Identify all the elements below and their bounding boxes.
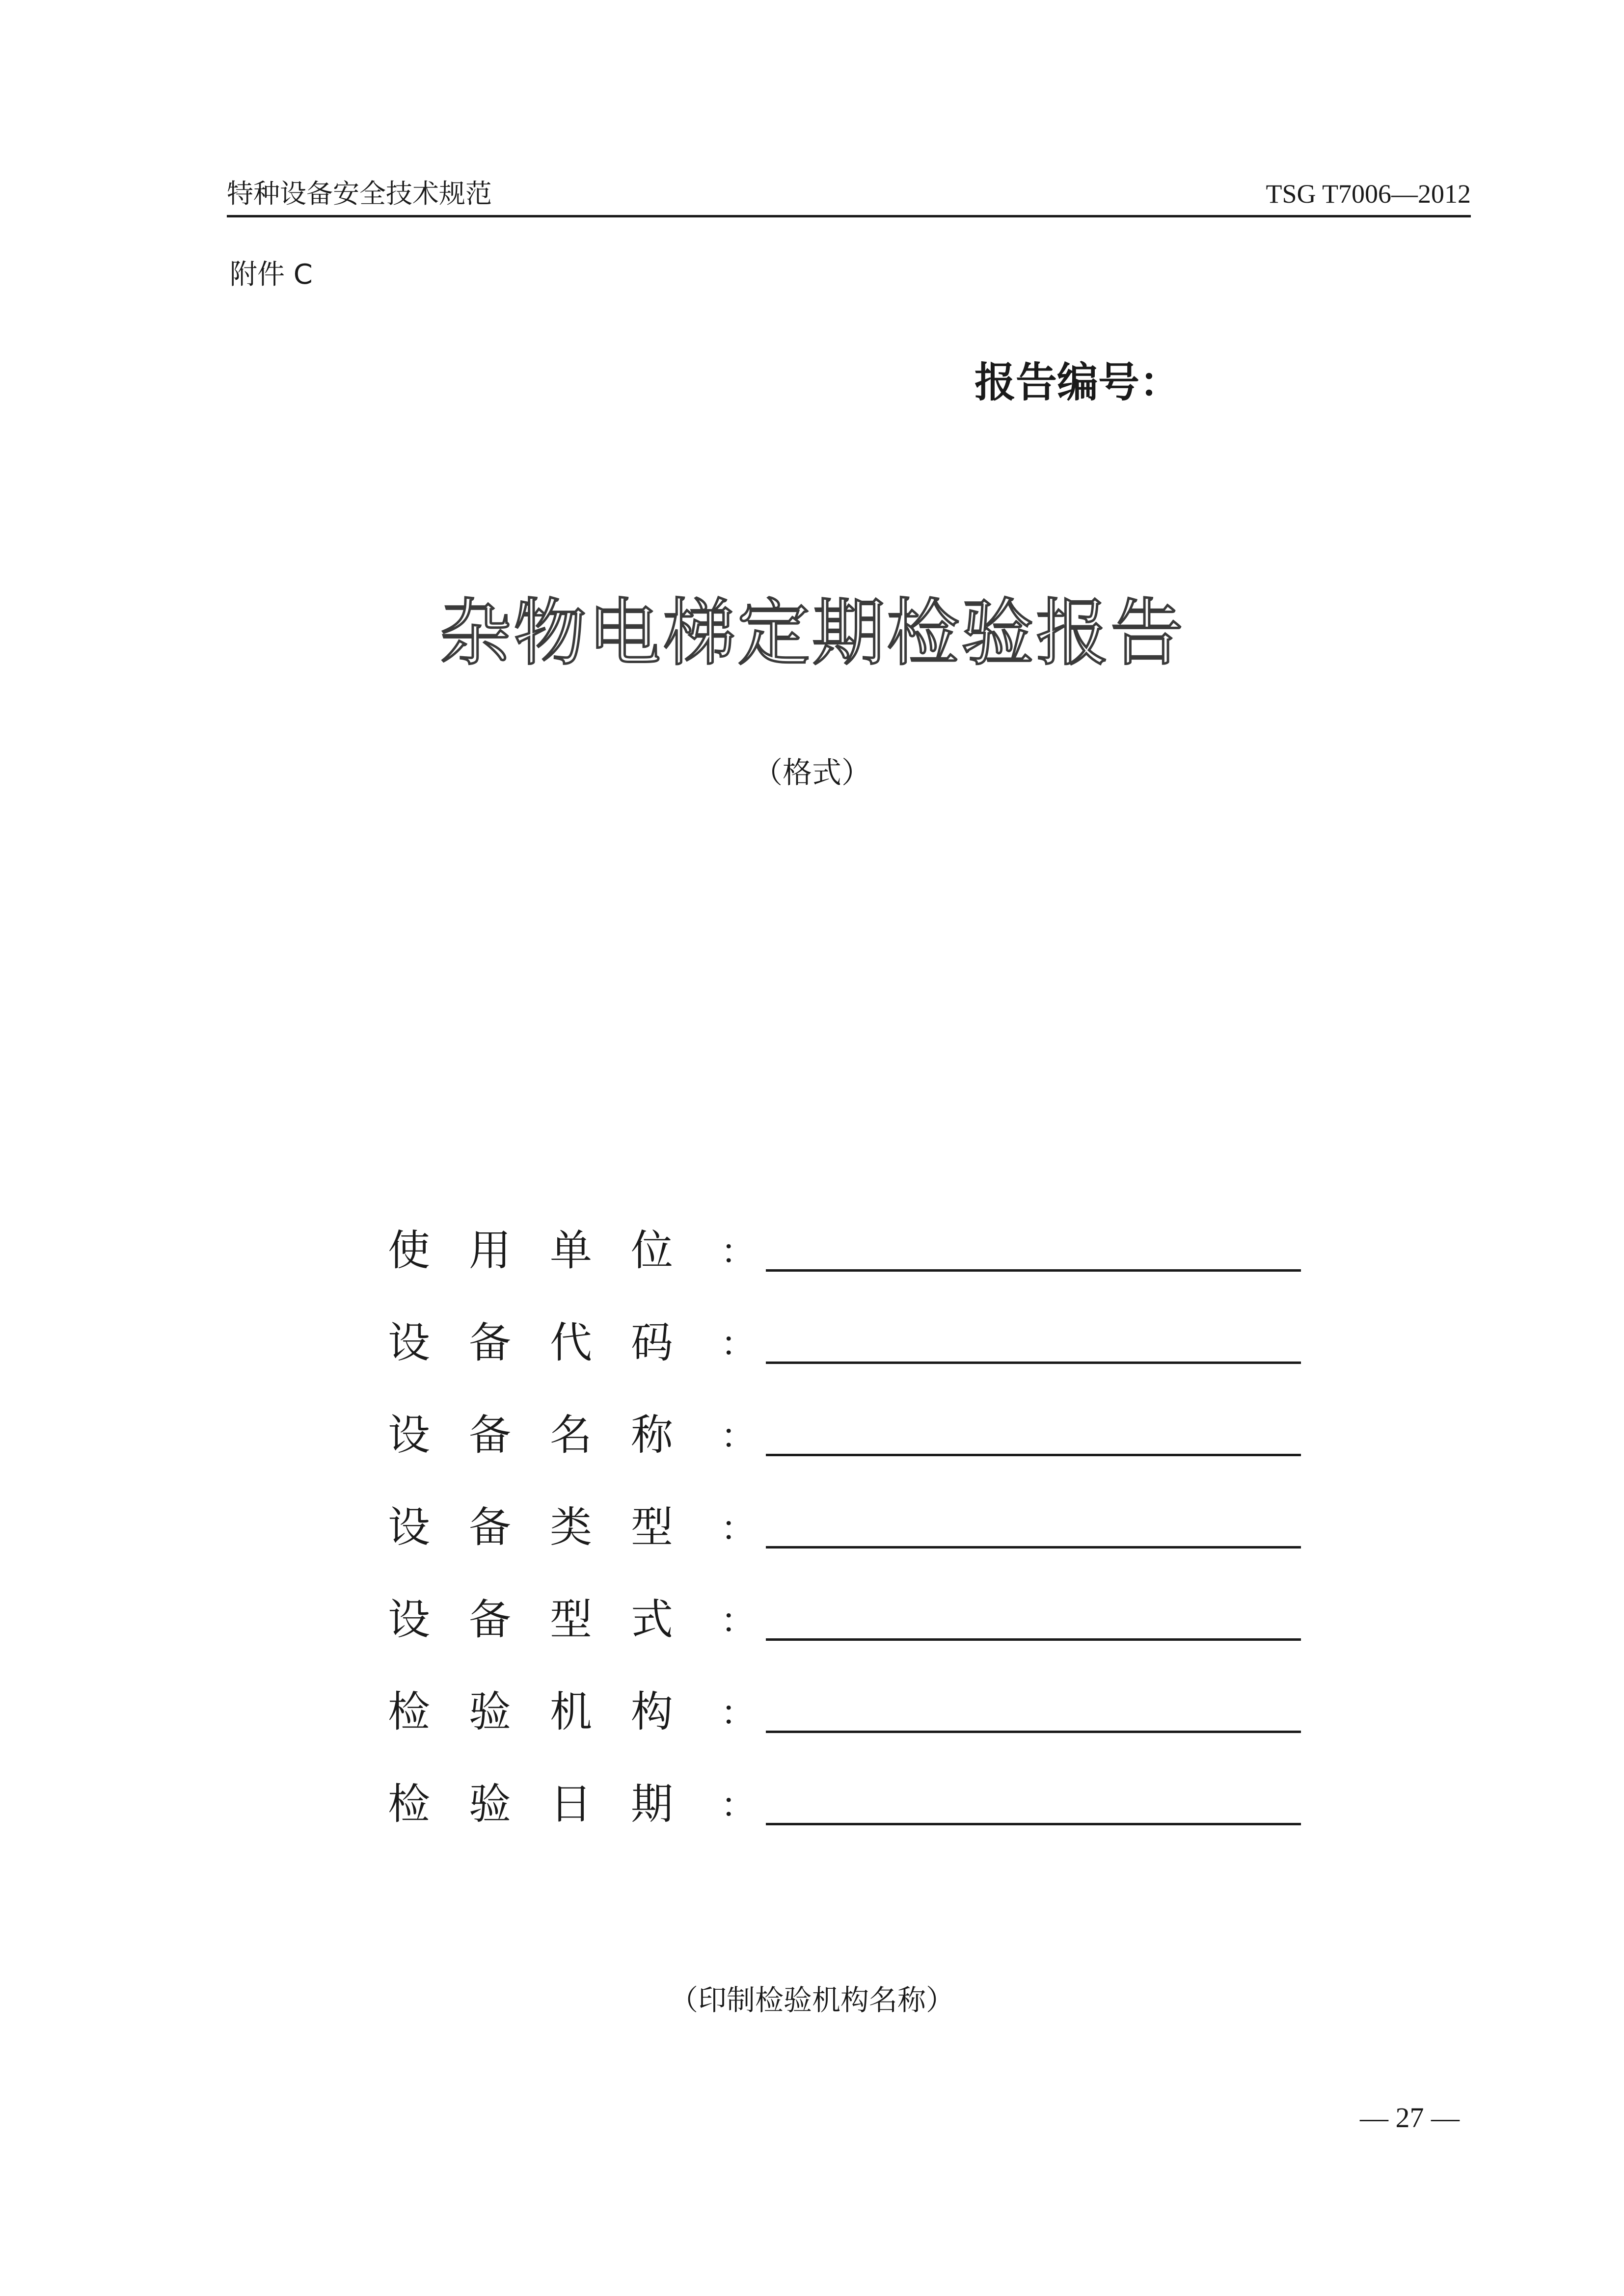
page-number: — 27 — xyxy=(1360,2102,1460,2134)
fill-in-line[interactable] xyxy=(766,1269,1301,1272)
field-label: 检 验 日 期 xyxy=(388,1780,673,1829)
field-label: 检 验 机 构 xyxy=(388,1687,673,1736)
fill-in-line[interactable] xyxy=(766,1823,1301,1825)
report-number-label: 报告编号： xyxy=(974,358,1181,406)
fill-in-line[interactable] xyxy=(766,1731,1301,1733)
fill-in-line[interactable] xyxy=(766,1362,1301,1364)
field-inspection-date: 检 验 日 期 ： xyxy=(388,1771,1301,1830)
field-equipment-model: 设 备 型 式 ： xyxy=(388,1586,1301,1645)
field-label: 设 备 名 称 xyxy=(388,1411,673,1460)
header-standard-code: TSG T7006—2012 xyxy=(1266,179,1471,209)
field-label: 设 备 代 码 xyxy=(388,1318,673,1367)
document-title: 杂物电梯定期检验报告 xyxy=(439,591,1185,675)
field-label: 设 备 型 式 xyxy=(388,1595,673,1644)
field-inspection-agency: 检 验 机 构 ： xyxy=(388,1679,1301,1737)
field-equipment-category: 设 备 类 型 ： xyxy=(388,1494,1301,1553)
format-note: （格式） xyxy=(753,756,871,790)
header-spec-title: 特种设备安全技术规范 xyxy=(227,178,492,209)
field-equipment-name: 设 备 名 称 ： xyxy=(388,1402,1301,1461)
field-equipment-code: 设 备 代 码 ： xyxy=(388,1309,1301,1368)
field-label: 设 备 类 型 xyxy=(388,1503,673,1552)
fill-in-line[interactable] xyxy=(766,1454,1301,1456)
field-user-unit: 使 用 单 位 ： xyxy=(388,1217,1301,1276)
printing-agency-note: （印制检验机构名称） xyxy=(669,1983,954,2017)
fill-in-line[interactable] xyxy=(766,1638,1301,1641)
fill-in-line[interactable] xyxy=(766,1546,1301,1548)
attachment-label: 附件 C xyxy=(230,259,313,291)
field-label: 使 用 单 位 xyxy=(388,1226,673,1275)
header-divider xyxy=(227,215,1471,217)
